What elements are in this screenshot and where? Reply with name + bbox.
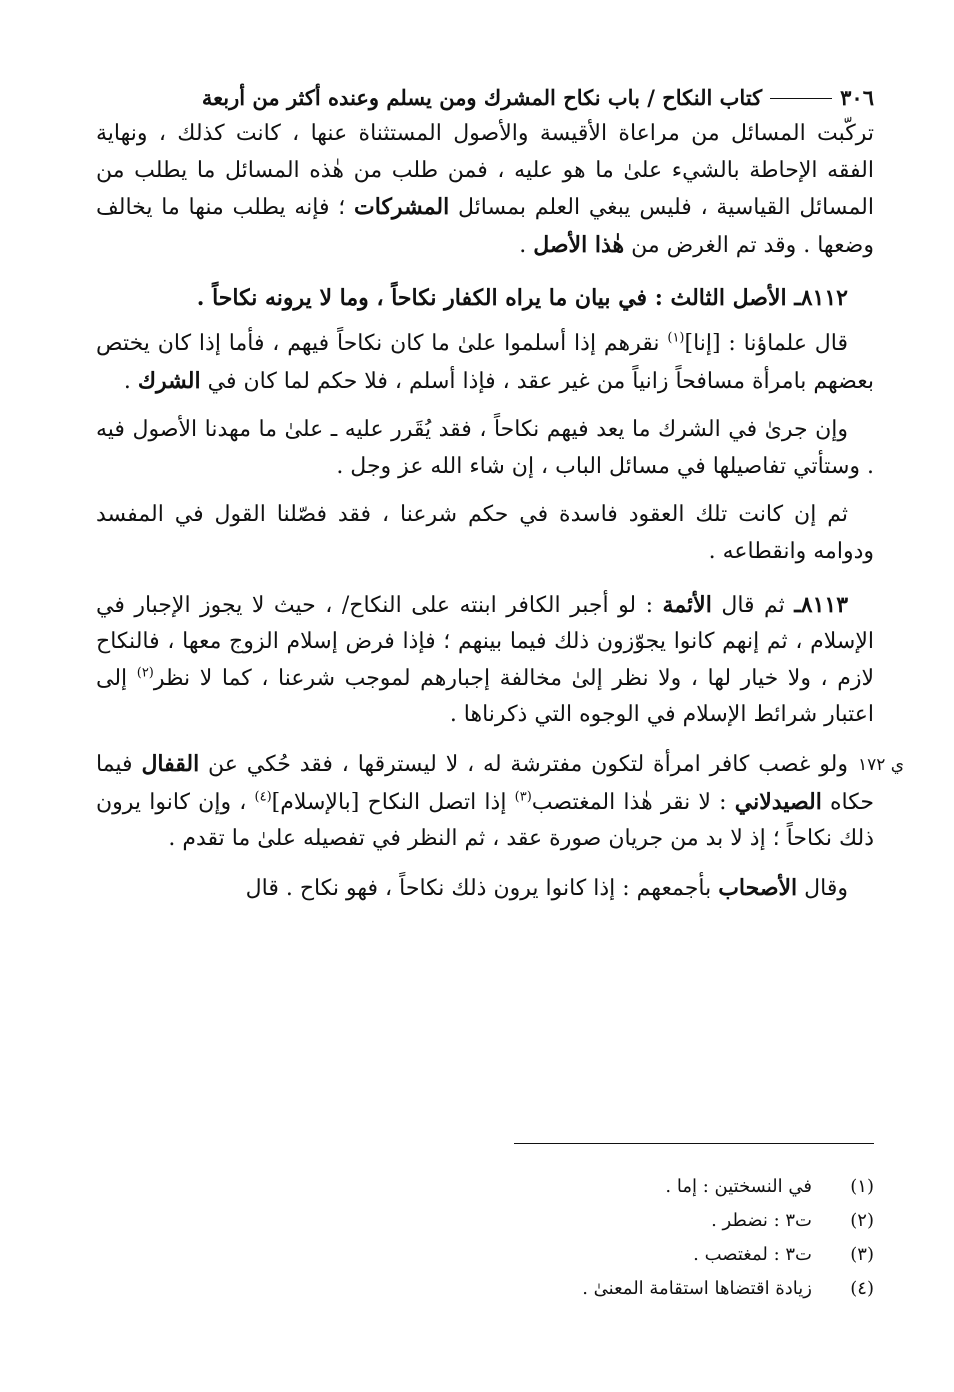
- bold-term: الصيدلاني: [734, 788, 822, 815]
- footnote-ref: (٣): [514, 789, 532, 805]
- footnote-ref: (٤): [254, 789, 272, 805]
- paragraph-1: [96, 116, 874, 264]
- text-run: إذا اتصل النكاح [بالإسلام]: [271, 789, 515, 815]
- footnote-number: (٢): [850, 1210, 874, 1231]
- footnote-text: في النسختين : إما .: [665, 1176, 812, 1197]
- footnote-number: (٣): [850, 1244, 874, 1265]
- paragraph-4: ثم إن كانت تلك العقود فاسدة في حكم شرعنا ، فقد فصّلنا القول في المفسد ودوامه وانقطاعه .: [96, 502, 874, 564]
- section-heading-8112: [96, 280, 874, 318]
- text-run: ؛ فإنه يطلب منها ما يخالف وضعها . وقد تم الغرض من: [96, 195, 874, 258]
- header-title: كتاب النكاح / باب نكاح المشرك ومن يسلم وعنده أكثر من أربعة: [201, 85, 763, 110]
- section-8113: [96, 587, 874, 734]
- footnotes: [582, 1170, 874, 1306]
- text-run: ولو غصب كافر امرأة لتكون مفترشة له ، لا ليسترقها ، فقد حُكي عن: [199, 751, 848, 777]
- text-run: تركّبت المسائل من مراعاة الأقيسة والأصول المستثناة عنها ، كانت كذلك ، ونهاية الفقه الإحاطة بالشيء علىٰ ما هو عليه ، فمن طلب من هٰذه المسائل ما يطلب من المسائل القياسية ، فليس يبغي العلم بمسائل: [96, 121, 874, 221]
- running-header: [96, 80, 874, 116]
- bold-term: الأصحاب: [718, 874, 798, 901]
- bold-term: القفال: [141, 750, 200, 777]
- text-run: ، وإن كانوا يرون ذلك نكاحاً ؛ إذ لا بد من جريان صورة عقد ، ثم النظر في تفصيله علىٰ ما تقدم .: [96, 789, 874, 852]
- page-body: [96, 80, 874, 907]
- section-number: ٨١١٣ـ: [794, 591, 849, 618]
- paragraph-6: [96, 870, 874, 908]
- paragraph-3: وإن جرىٰ في الشرك ما يعد فيهم نكاحاً ، فقد يُقَرر عليه ـ علىٰ ما مهدنا الأصول فيه . وستأتي تفاصيلها في مسائل الباب ، إن شاء الله عز وجل .: [96, 417, 874, 479]
- footnote-number: (١): [850, 1176, 874, 1197]
- footnote-item: [582, 1272, 874, 1306]
- bold-term: هٰذا الأصل: [533, 231, 625, 258]
- footnote-item: [582, 1238, 874, 1272]
- footnote-text: ت٣ : نضطر .: [711, 1210, 812, 1231]
- bold-term: الشرك: [137, 367, 201, 394]
- paragraph-2: [96, 326, 874, 400]
- text-run: بأجمعهم : إذا كانوا يرون ذلك نكاحاً ، فهو نكاح . قال: [245, 875, 719, 901]
- header-rule: [770, 98, 832, 99]
- footnote-separator: [514, 1143, 874, 1144]
- page-number: ٣٠٦: [840, 85, 874, 110]
- footnote-number: (٤): [850, 1278, 874, 1299]
- text-run: ثم قال: [711, 592, 795, 618]
- bold-term: المشركات: [354, 194, 450, 221]
- margin-reference: ي ١٧٢: [858, 755, 905, 775]
- footnote-text: ت٣ : لمغتصب .: [693, 1244, 812, 1265]
- footnote-ref: (٢): [136, 665, 154, 681]
- text-run: .: [519, 232, 534, 258]
- text-run: وقال: [797, 875, 848, 901]
- text-run: إلى اعتبار شرائط الإسلام في الوجوه التي ذكرناها .: [96, 665, 874, 728]
- footnote-item: [582, 1204, 874, 1238]
- footnote-ref: (١): [667, 330, 685, 346]
- text-run: قال علماؤنا : [إنا]: [684, 330, 848, 356]
- paragraph-5: [96, 746, 874, 858]
- text-run: : لو أجبر الكافر ابنته على النكاح/ ، حيث لا يجوز الإجبار في الإسلام ، ثم إنهم كانوا يجوّزون ذلك فيما بينهم ؛ فإذا فرض إسلام الزوج معها ، فالنكاح لازم ، ولا خيار لها ، ولا نظر إلىٰ مخالفة إجبارهم لموجب شرعنا ، كما لا نظر: [96, 592, 874, 691]
- text-run: نقرهم إذا أسلموا علىٰ ما كان نكاحاً فيهم ، فأما إذا كان يختص بعضهم بامرأة مسافحاً زانياً من غير عقد ، فإذا أسلم ، فلا حكم لما كان في: [96, 330, 874, 394]
- text-run: .: [123, 368, 138, 394]
- footnote-item: [582, 1170, 874, 1204]
- text-run: فيما حكاه: [96, 751, 875, 815]
- section-heading-text: ٨١١٢ـ الأصل الثالث : في بيان ما يراه الكفار نكاحاً ، وما لا يرونه نكاحاً .: [196, 285, 848, 312]
- footnote-text: زيادة اقتضاها استقامة المعنىٰ .: [582, 1278, 812, 1299]
- text-run: : لا نقر هٰذا المغتصب: [531, 789, 735, 815]
- bold-term: الأئمة: [662, 591, 712, 618]
